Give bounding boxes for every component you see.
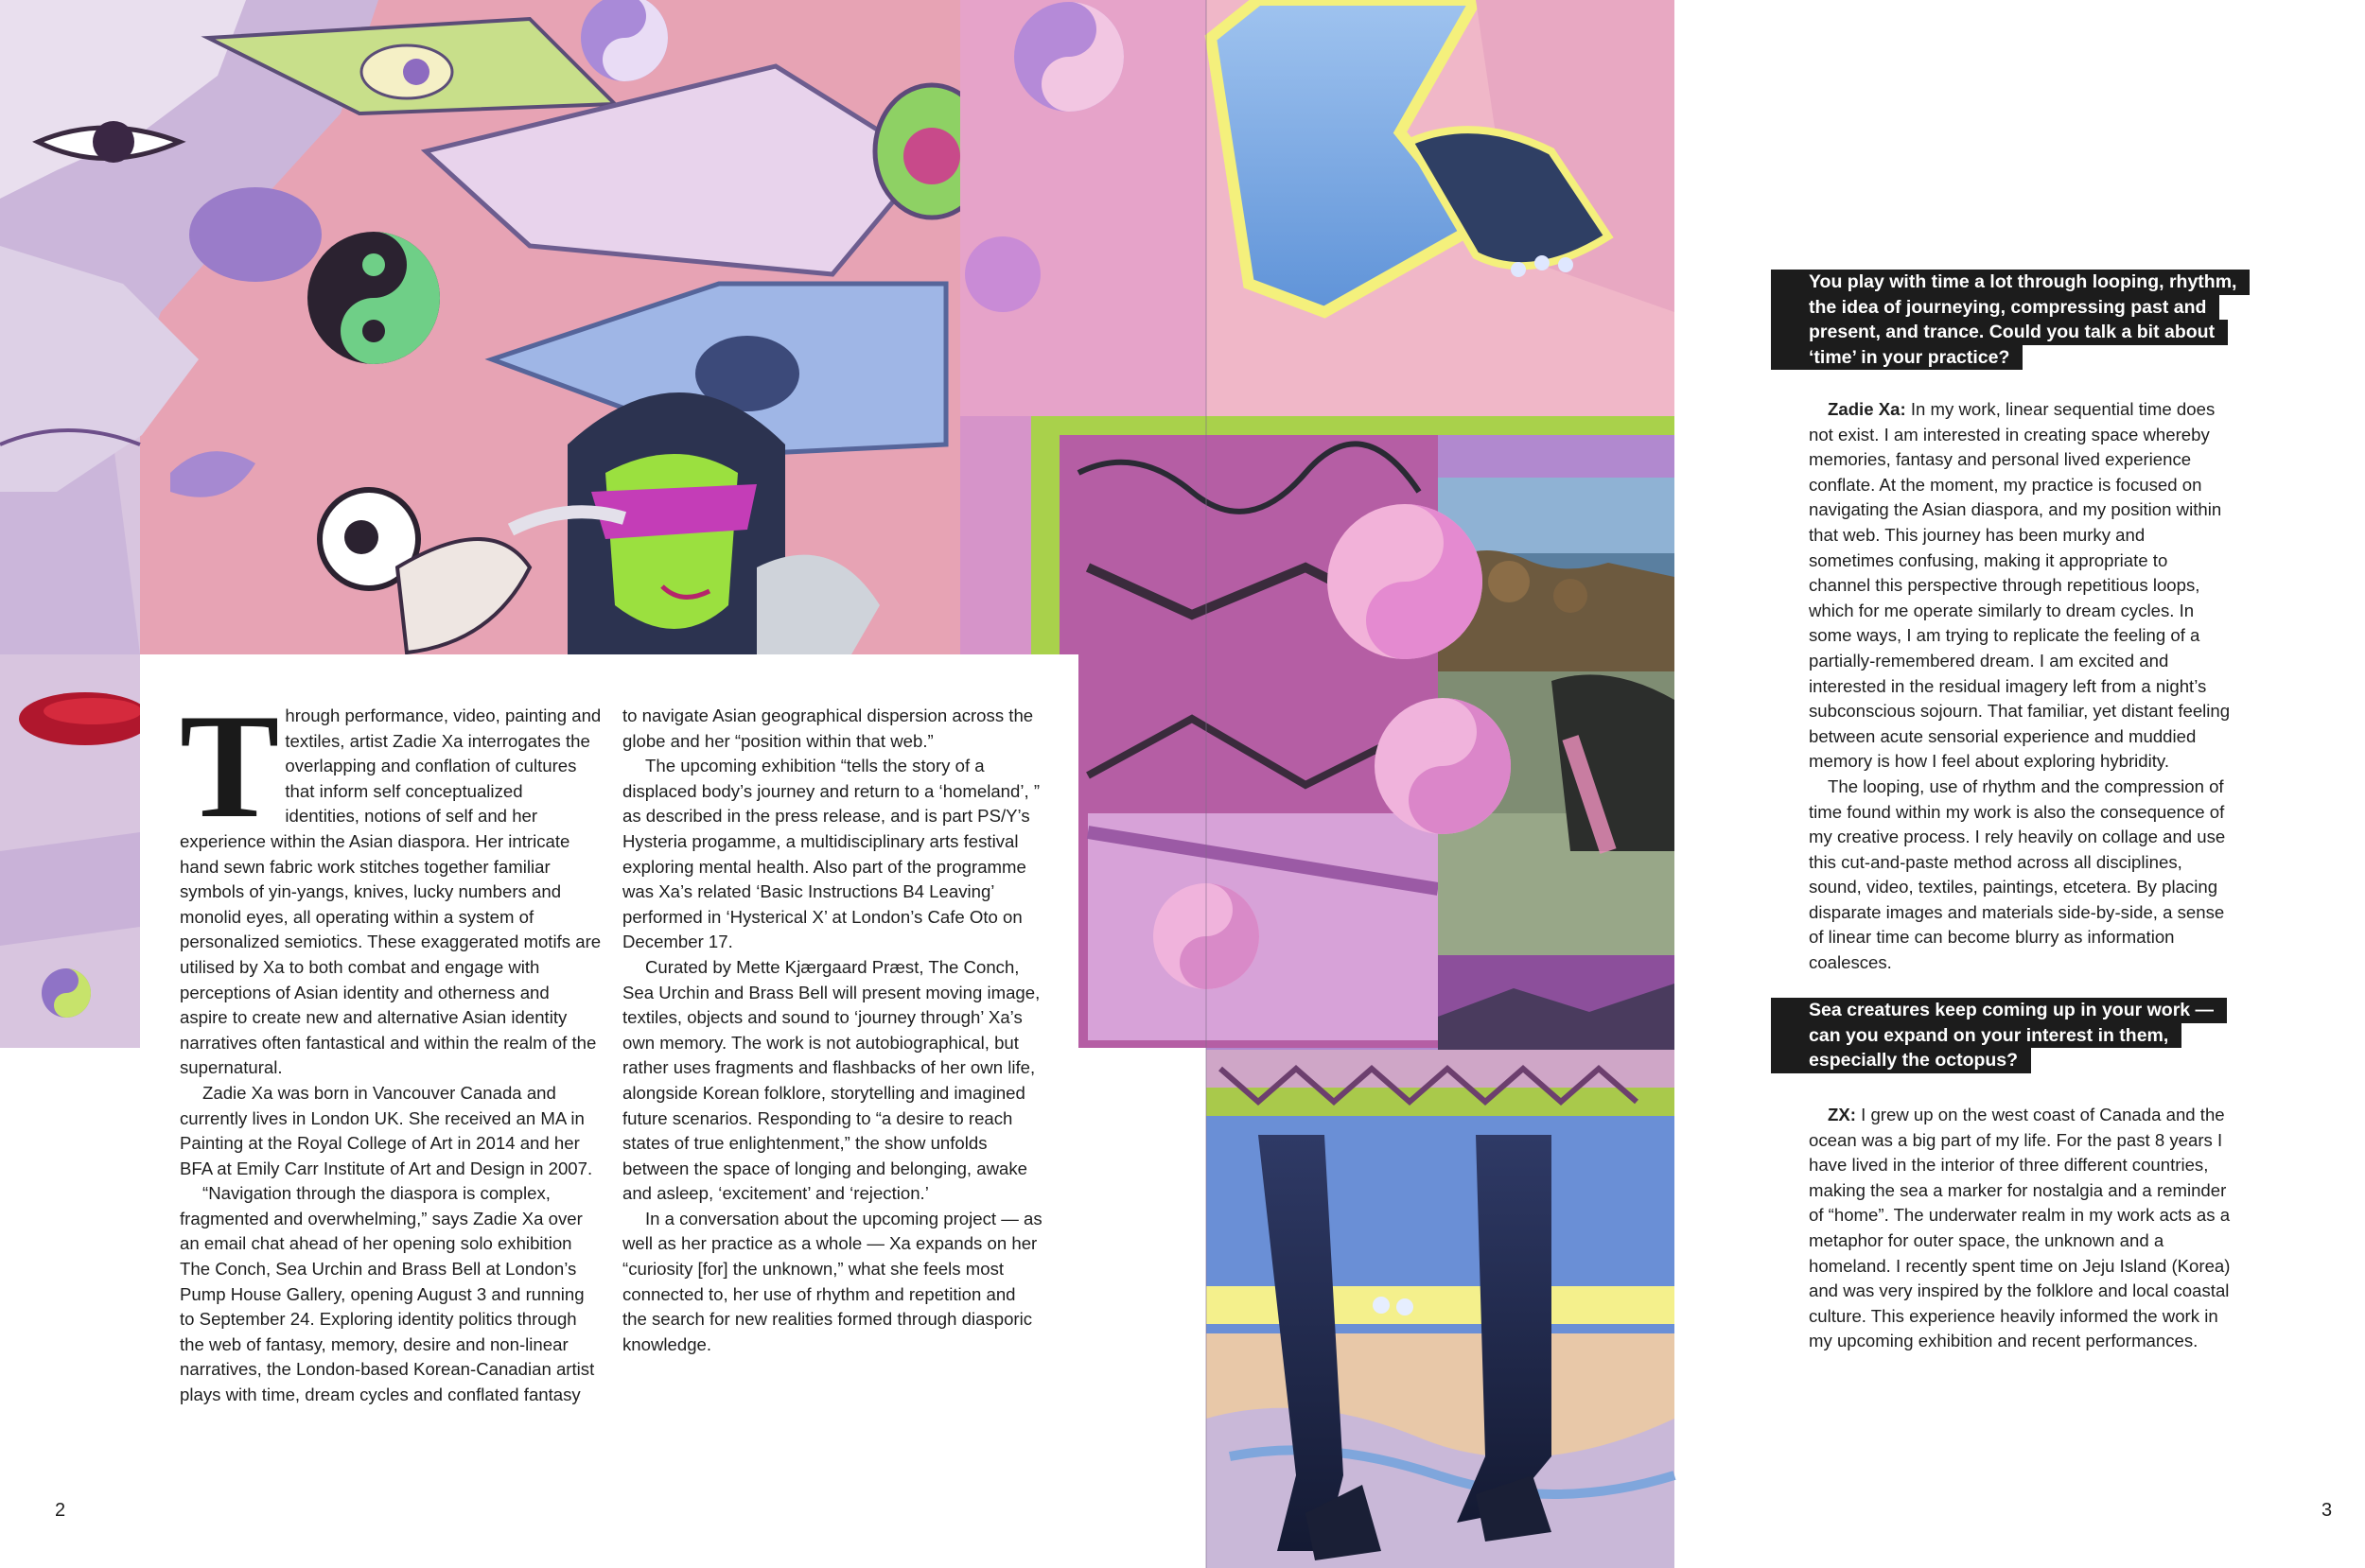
- paragraph: hrough performance, video, painting and textiles, artist Zadie Xa interrogates the overlapping and conflation of cultures that inform self conceptualized identities, notions of self and her experience within the Asian diaspora. Her intricate hand sewn fabric work stitches together familiar symbols of yin-yangs, knives, lucky numbers and monolid eyes, all operating within a system of personalized semiotics. These exaggerated motifs are utilised by Xa to both combat and engage with perceptions of Asian identity and otherness and aspire to create new and alternative Asian identity narratives often fantastical and within the realm of the supernatural.: [180, 706, 602, 1078]
- answer-paragraph: [1809, 1103, 2233, 1354]
- answer-text: I grew up on the west coast of Canada and the ocean was a big part of my life. For the past 8 years I have lived in the interior of three different countries, making the sea a marker for nostalgia and a reminder of “home”. The underwater realm in my work acts as a metaphor for outer space, the unknown and a homeland. I recently spent time on Jeju Island (Korea) and was very inspired by the folklore and local coastal culture. This experience heavily informed the work in my upcoming exhibition and recent performances.: [1809, 1105, 2231, 1351]
- answer-paragraph: [1809, 397, 2233, 775]
- interview-answer-1: [1809, 397, 2233, 976]
- drop-cap: T: [180, 684, 280, 849]
- answer-paragraph: The looping, use of rhythm and the compression of time found within my work is also the consequence of my creative process. I rely heavily on collage and use this cut-and-paste method across all disciplines, sound, video, textiles, paintings, etcetera. By placing disparate images and materials side-by-side, a sense of linear time can become blurry as information coalesces.: [1809, 775, 2226, 973]
- paragraph: The upcoming exhibition “tells the story of a displaced body’s journey and return to a ‘homeland’, ” as described in the press release, and is part PS/Y’s Hysteria progamme, a multidisciplinary arts festival exploring mental health. Also part of the programme was Xa’s related ‘Basic Instructions B4 Leaving’ performed in ‘Hysterical X’ at London’s Cafe Oto on December 17.: [622, 756, 1041, 952]
- answer-text: In my work, linear sequential time does not exist. I am interested in creating space whereby memories, fantasy and personal lived experience conflate. At the moment, my practice is focused on navigating the Asian diaspora, and my position within that web. This journey has been murky and sometimes confusing, making it appropriate to channel this perspective through repetitious loops, which for me operate similarly to dream cycles. In some ways, I am trying to replicate the feeling of a partially-remembered dream. I am excited and interested in the residual imagery left from a night’s subconscious sojourn. That familiar, yet distant feeling between acute sensorial experience and muddied memory is how I feel about exploring hybridity.: [1809, 399, 2231, 772]
- interview-question-2: [1771, 998, 2227, 1073]
- question-line: especially the octopus?: [1771, 1048, 2031, 1073]
- paragraph: Curated by Mette Kjærgaard Præst, The Conch, Sea Urchin and Brass Bell will present moving image, textiles, objects and sound to ‘journey through’ Xa’s own memory. The work is not autobiographical, but rather uses fragments and flashbacks of her own life, alongside Korean folklore, storytelling and imagined future scenarios. Responding to “a desire to reach states of true enlightenment,” the show unfolds between the space of longing and belonging, awake and asleep, ‘excitement’ and ‘rejection.’: [622, 956, 1041, 1204]
- interview-answer-2: [1809, 1103, 2233, 1354]
- question-line: the idea of journeying, compressing past and: [1771, 295, 2219, 321]
- question-line: You play with time a lot through looping, rhythm,: [1771, 270, 2250, 295]
- interview-question-1: [1771, 270, 2250, 370]
- question-line: can you expand on your interest in them,: [1771, 1023, 2181, 1049]
- speaker-name: Zadie Xa:: [1828, 399, 1906, 419]
- article-column-1: [180, 684, 602, 1408]
- question-line: present, and trance. Could you talk a bit about: [1771, 320, 2228, 345]
- page-number-left: 2: [55, 1500, 66, 1521]
- question-line: ‘time’ in your practice?: [1771, 345, 2023, 371]
- page-number-right: 3: [2321, 1500, 2333, 1521]
- paragraph: “Navigation through the diaspora is complex, fragmented and overwhelming,” says Zadie Xa over an email chat ahead of her opening solo exhibition The Conch, Sea Urchin and Brass Bell at London’s Pump House Gallery, opening August 3 and running to September 24. Exploring identity politics through the web of fantasy, memory, desire and non-linear narratives, the London-based Korean-Canadian artist plays with time, dream cycles and conflated fantasy: [180, 1183, 595, 1405]
- question-line: Sea creatures keep coming up in your work —: [1771, 998, 2227, 1023]
- article-column-2: [622, 704, 1044, 1357]
- paragraph: to navigate Asian geographical dispersion across the globe and her “position within that web.”: [622, 706, 1034, 751]
- speaker-name: ZX:: [1828, 1105, 1856, 1124]
- paragraph: Zadie Xa was born in Vancouver Canada and currently lives in London UK. She received an MA in Painting at the Royal College of Art in 2014 and her BFA at Emily Carr Institute of Art and Design in 2007.: [180, 1082, 593, 1178]
- paragraph: In a conversation about the upcoming project — as well as her practice as a whole — Xa expands on her “curiosity [for] the unknown,” what she feels most connected to, her use of rhythm and repetition and the search for new realities formed through diasporic knowledge.: [622, 1208, 1042, 1354]
